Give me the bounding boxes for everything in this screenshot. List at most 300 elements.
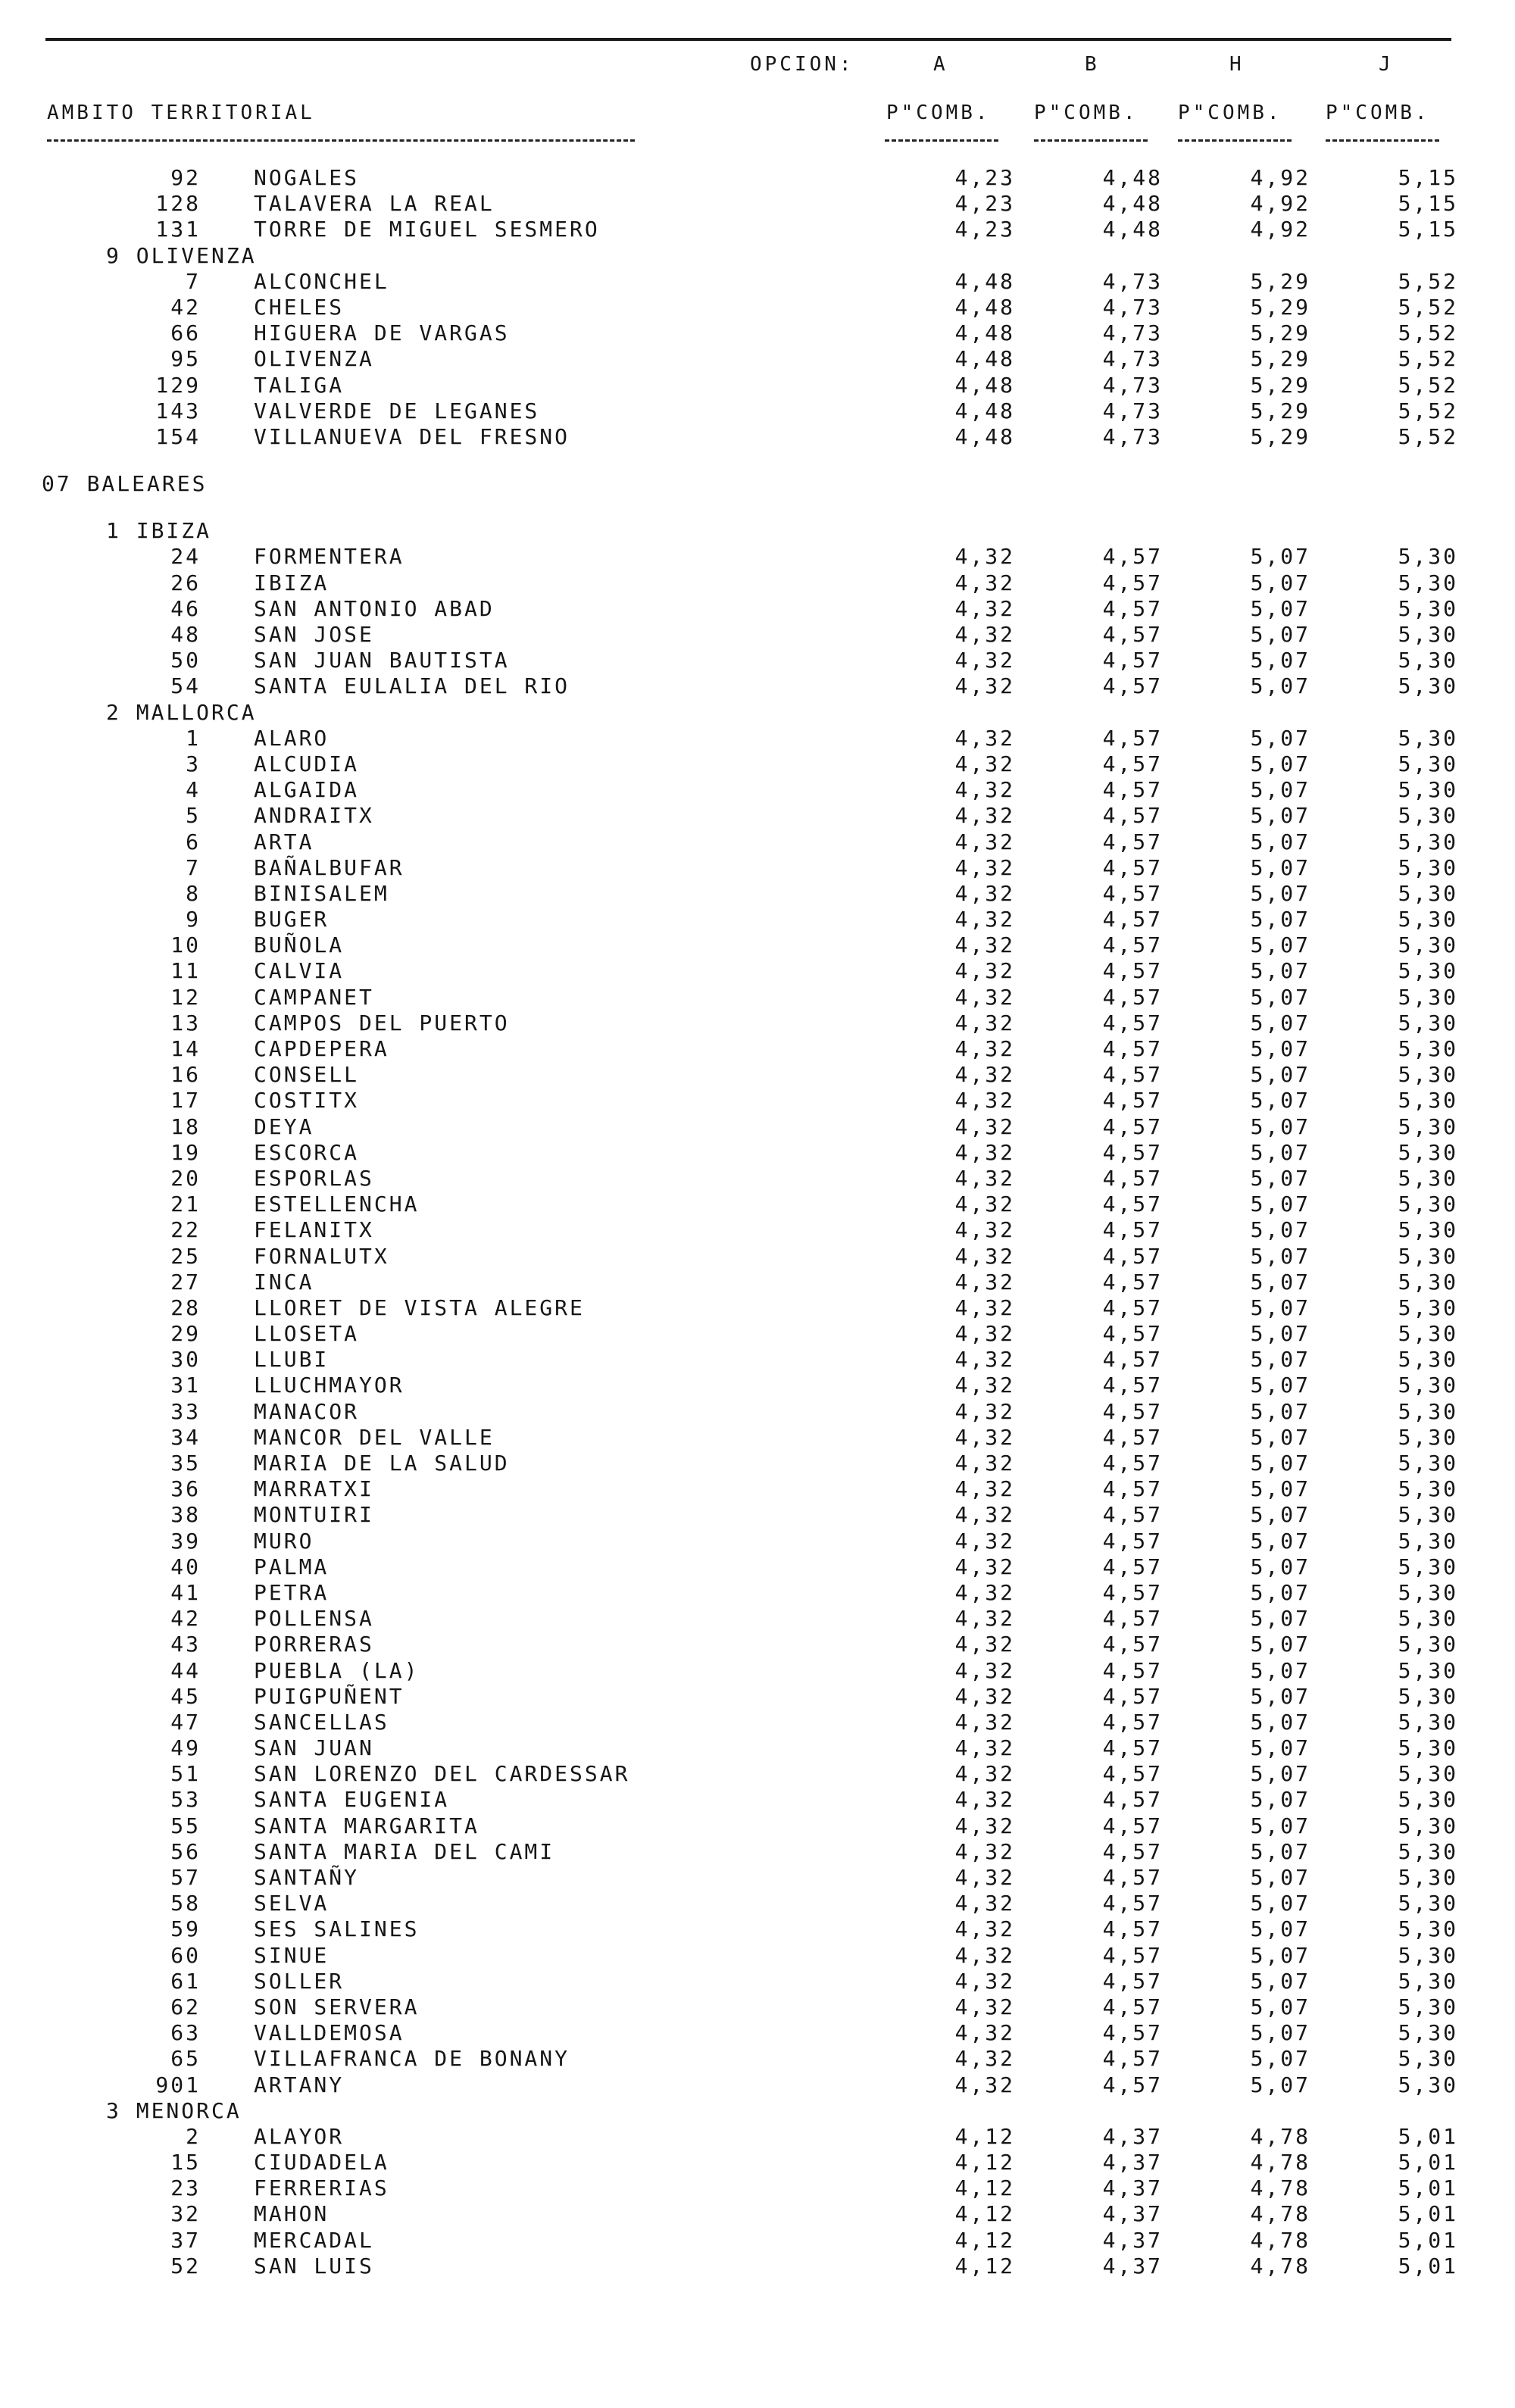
section-spacer bbox=[0, 497, 1515, 518]
municipality-code: 38 bbox=[170, 1502, 201, 1528]
price-option-a: 4,32 bbox=[954, 1269, 1015, 1295]
price-option-b: 4,57 bbox=[1102, 1528, 1163, 1554]
price-option-a: 4,32 bbox=[954, 907, 1015, 932]
price-option-j: 5,52 bbox=[1398, 398, 1458, 423]
table-row bbox=[0, 596, 1515, 622]
price-option-a: 4,32 bbox=[954, 1243, 1015, 1269]
municipality-code: 131 bbox=[155, 217, 201, 242]
price-option-b: 4,73 bbox=[1102, 320, 1163, 346]
ambito-underline bbox=[47, 139, 635, 142]
price-option-h: 4,78 bbox=[1250, 2253, 1310, 2278]
price-option-b: 4,57 bbox=[1102, 1865, 1163, 1890]
table-row bbox=[0, 932, 1515, 958]
table-row bbox=[0, 829, 1515, 855]
price-option-b: 4,57 bbox=[1102, 984, 1163, 1010]
table-row bbox=[0, 1036, 1515, 1062]
price-option-j: 5,30 bbox=[1398, 1476, 1458, 1502]
price-option-h: 5,07 bbox=[1250, 1398, 1310, 1424]
price-option-b: 4,73 bbox=[1102, 294, 1163, 320]
column-j-underline bbox=[1326, 139, 1439, 142]
price-option-j: 5,30 bbox=[1398, 777, 1458, 803]
table-row bbox=[0, 1476, 1515, 1502]
municipality-name: HIGUERA DE VARGAS bbox=[254, 320, 510, 346]
price-option-j: 5,30 bbox=[1398, 1916, 1458, 1942]
municipality-code: 5 bbox=[186, 803, 201, 829]
table-row bbox=[0, 217, 1515, 242]
municipality-name: ALARO bbox=[254, 725, 330, 751]
municipality-name: PETRA bbox=[254, 1579, 330, 1605]
municipality-name: PORRERAS bbox=[254, 1632, 374, 1657]
price-option-h: 5,07 bbox=[1250, 1113, 1310, 1139]
price-option-j: 5,30 bbox=[1398, 1295, 1458, 1320]
municipality-name: VILLAFRANCA DE BONANY bbox=[254, 2046, 570, 2072]
price-option-a: 4,32 bbox=[954, 2020, 1015, 2046]
price-option-j: 5,30 bbox=[1398, 1865, 1458, 1890]
price-option-a: 4,32 bbox=[954, 673, 1015, 699]
table-row bbox=[0, 2150, 1515, 2175]
table-row bbox=[0, 1399, 1515, 1425]
price-option-b: 4,57 bbox=[1102, 751, 1163, 776]
comarca-heading bbox=[0, 243, 1515, 269]
table-row bbox=[0, 2201, 1515, 2227]
price-option-j: 5,30 bbox=[1398, 1891, 1458, 1916]
price-option-h: 5,07 bbox=[1250, 1606, 1310, 1632]
municipality-name: VALVERDE DE LEGANES bbox=[254, 398, 540, 423]
price-option-h: 5,07 bbox=[1250, 2020, 1310, 2046]
municipality-name: SANTA EUGENIA bbox=[254, 1787, 450, 1813]
price-option-j: 5,01 bbox=[1398, 2201, 1458, 2227]
price-option-b: 4,57 bbox=[1102, 1787, 1163, 1813]
municipality-name: TORRE DE MIGUEL SESMERO bbox=[254, 217, 600, 242]
price-option-a: 4,32 bbox=[954, 1735, 1015, 1761]
price-option-j: 5,30 bbox=[1398, 1606, 1458, 1632]
table-row bbox=[0, 1347, 1515, 1373]
table-row bbox=[0, 1839, 1515, 1865]
top-rule bbox=[45, 38, 1451, 41]
price-option-a: 4,32 bbox=[954, 725, 1015, 751]
price-option-j: 5,30 bbox=[1398, 570, 1458, 595]
price-option-b: 4,57 bbox=[1102, 595, 1163, 621]
price-option-j: 5,30 bbox=[1398, 803, 1458, 829]
table-row bbox=[0, 726, 1515, 751]
price-option-j: 5,15 bbox=[1398, 217, 1458, 242]
price-option-b: 4,57 bbox=[1102, 880, 1163, 906]
municipality-code: 42 bbox=[170, 1606, 201, 1632]
price-option-a: 4,32 bbox=[954, 1113, 1015, 1139]
municipality-name: LLORET DE VISTA ALEGRE bbox=[254, 1295, 585, 1320]
municipality-name: COSTITX bbox=[254, 1088, 360, 1113]
municipality-code: 44 bbox=[170, 1657, 201, 1683]
option-a-heading: A bbox=[933, 53, 948, 76]
table-row bbox=[0, 1580, 1515, 1606]
municipality-name: CALVIA bbox=[254, 958, 345, 984]
price-option-j: 5,30 bbox=[1398, 1657, 1458, 1683]
municipality-name: ALGAIDA bbox=[254, 777, 360, 803]
table-row bbox=[0, 1994, 1515, 2020]
price-option-a: 4,12 bbox=[954, 2123, 1015, 2149]
price-option-a: 4,48 bbox=[954, 268, 1015, 294]
column-a-underline bbox=[885, 139, 998, 142]
price-option-h: 5,07 bbox=[1250, 932, 1310, 958]
price-option-h: 5,07 bbox=[1250, 1838, 1310, 1864]
table-row bbox=[0, 1969, 1515, 1994]
price-option-j: 5,30 bbox=[1398, 1838, 1458, 1864]
price-option-h: 5,07 bbox=[1250, 777, 1310, 803]
municipality-code: 59 bbox=[170, 1916, 201, 1942]
price-option-b: 4,73 bbox=[1102, 372, 1163, 398]
price-option-b: 4,57 bbox=[1102, 1451, 1163, 1476]
price-option-j: 5,30 bbox=[1398, 984, 1458, 1010]
municipality-name: SANTA MARIA DEL CAMI bbox=[254, 1838, 555, 1864]
table-row bbox=[0, 373, 1515, 398]
price-option-b: 4,48 bbox=[1102, 217, 1163, 242]
comarca-label: 2 MALLORCA bbox=[106, 699, 257, 725]
municipality-code: 24 bbox=[170, 544, 201, 570]
price-option-a: 4,32 bbox=[954, 1683, 1015, 1709]
table-row bbox=[0, 269, 1515, 295]
municipality-name: MANACOR bbox=[254, 1398, 360, 1424]
table-row bbox=[0, 1606, 1515, 1632]
price-option-j: 5,30 bbox=[1398, 751, 1458, 776]
table-row bbox=[0, 751, 1515, 777]
price-option-h: 5,07 bbox=[1250, 829, 1310, 854]
municipality-code: 19 bbox=[170, 1139, 201, 1165]
price-option-h: 5,07 bbox=[1250, 1088, 1310, 1113]
price-option-b: 4,57 bbox=[1102, 777, 1163, 803]
municipality-name: CAMPOS DEL PUERTO bbox=[254, 1010, 510, 1035]
price-option-h: 5,07 bbox=[1250, 854, 1310, 880]
table-row bbox=[0, 881, 1515, 907]
price-option-b: 4,57 bbox=[1102, 2020, 1163, 2046]
price-option-h: 5,07 bbox=[1250, 2046, 1310, 2072]
table-row bbox=[0, 544, 1515, 570]
price-option-b: 4,57 bbox=[1102, 1968, 1163, 1994]
price-option-a: 4,32 bbox=[954, 829, 1015, 854]
table-row bbox=[0, 1710, 1515, 1735]
municipality-code: 54 bbox=[170, 673, 201, 699]
price-option-b: 4,57 bbox=[1102, 1062, 1163, 1088]
table-row bbox=[0, 570, 1515, 596]
price-option-j: 5,30 bbox=[1398, 1424, 1458, 1450]
comarca-heading bbox=[0, 518, 1515, 544]
table-row bbox=[0, 1554, 1515, 1580]
municipality-code: 57 bbox=[170, 1865, 201, 1890]
municipality-name: MERCADAL bbox=[254, 2227, 374, 2253]
municipality-code: 47 bbox=[170, 1709, 201, 1735]
price-option-h: 5,07 bbox=[1250, 1787, 1310, 1813]
price-option-a: 4,32 bbox=[954, 1916, 1015, 1942]
municipality-code: 21 bbox=[170, 1192, 201, 1217]
price-option-a: 4,48 bbox=[954, 423, 1015, 449]
price-option-a: 4,32 bbox=[954, 622, 1015, 647]
municipality-code: 34 bbox=[170, 1424, 201, 1450]
municipality-name: POLLENSA bbox=[254, 1606, 374, 1632]
table-row bbox=[0, 1192, 1515, 1217]
price-option-h: 5,29 bbox=[1250, 294, 1310, 320]
price-option-b: 4,57 bbox=[1102, 570, 1163, 595]
price-option-b: 4,37 bbox=[1102, 2253, 1163, 2278]
price-option-h: 4,92 bbox=[1250, 165, 1310, 190]
municipality-code: 8 bbox=[186, 880, 201, 906]
price-option-h: 5,07 bbox=[1250, 648, 1310, 673]
table-row bbox=[0, 673, 1515, 699]
option-h-heading: H bbox=[1229, 53, 1245, 76]
column-j-label: P"COMB. bbox=[1326, 102, 1430, 124]
price-option-b: 4,57 bbox=[1102, 1657, 1163, 1683]
table-row bbox=[0, 777, 1515, 803]
price-option-j: 5,52 bbox=[1398, 346, 1458, 372]
price-option-j: 5,30 bbox=[1398, 1787, 1458, 1813]
price-option-b: 4,57 bbox=[1102, 1321, 1163, 1347]
price-option-b: 4,57 bbox=[1102, 1838, 1163, 1864]
municipality-code: 49 bbox=[170, 1735, 201, 1761]
price-option-b: 4,57 bbox=[1102, 1554, 1163, 1579]
price-option-j: 5,30 bbox=[1398, 1113, 1458, 1139]
municipality-name: OLIVENZA bbox=[254, 346, 374, 372]
price-option-a: 4,32 bbox=[954, 1891, 1015, 1916]
price-option-a: 4,32 bbox=[954, 1217, 1015, 1243]
price-option-h: 5,07 bbox=[1250, 595, 1310, 621]
price-option-h: 5,29 bbox=[1250, 372, 1310, 398]
price-option-h: 5,07 bbox=[1250, 1036, 1310, 1061]
municipality-code: 37 bbox=[170, 2227, 201, 2253]
price-option-h: 5,07 bbox=[1250, 1139, 1310, 1165]
municipality-code: 7 bbox=[186, 854, 201, 880]
table-row bbox=[0, 165, 1515, 191]
column-h-underline bbox=[1178, 139, 1292, 142]
municipality-name: CAMPANET bbox=[254, 984, 374, 1010]
province-label: 07 BALEARES bbox=[42, 471, 208, 497]
municipality-code: 62 bbox=[170, 1994, 201, 2019]
price-option-a: 4,32 bbox=[954, 1761, 1015, 1787]
price-option-b: 4,57 bbox=[1102, 1010, 1163, 1035]
comarca-label: 9 OLIVENZA bbox=[106, 242, 257, 268]
price-option-b: 4,57 bbox=[1102, 622, 1163, 647]
price-option-j: 5,30 bbox=[1398, 829, 1458, 854]
price-option-j: 5,30 bbox=[1398, 854, 1458, 880]
price-option-h: 5,07 bbox=[1250, 1321, 1310, 1347]
price-option-b: 4,57 bbox=[1102, 544, 1163, 570]
price-option-h: 5,07 bbox=[1250, 1579, 1310, 1605]
price-option-h: 5,07 bbox=[1250, 751, 1310, 776]
price-option-b: 4,73 bbox=[1102, 398, 1163, 423]
price-option-b: 4,57 bbox=[1102, 1735, 1163, 1761]
table-row bbox=[0, 1529, 1515, 1554]
municipality-code: 22 bbox=[170, 1217, 201, 1243]
price-option-b: 4,73 bbox=[1102, 346, 1163, 372]
price-option-b: 4,37 bbox=[1102, 2227, 1163, 2253]
price-option-j: 5,30 bbox=[1398, 2046, 1458, 2072]
price-option-h: 5,07 bbox=[1250, 1451, 1310, 1476]
table-row bbox=[0, 985, 1515, 1010]
price-option-j: 5,01 bbox=[1398, 2123, 1458, 2149]
section-spacer bbox=[0, 450, 1515, 471]
municipality-code: 20 bbox=[170, 1165, 201, 1191]
table-row bbox=[0, 1787, 1515, 1813]
comarca-label: 3 MENORCA bbox=[106, 2097, 242, 2123]
municipality-name: VILLANUEVA DEL FRESNO bbox=[254, 423, 570, 449]
table-row bbox=[0, 855, 1515, 881]
price-option-h: 5,07 bbox=[1250, 1269, 1310, 1295]
price-option-j: 5,30 bbox=[1398, 595, 1458, 621]
municipality-name: TALIGA bbox=[254, 372, 345, 398]
municipality-code: 43 bbox=[170, 1632, 201, 1657]
price-option-h: 4,78 bbox=[1250, 2123, 1310, 2149]
municipality-name: SANTA EULALIA DEL RIO bbox=[254, 673, 570, 699]
table-row bbox=[0, 1166, 1515, 1192]
price-option-h: 5,07 bbox=[1250, 1761, 1310, 1787]
price-option-j: 5,30 bbox=[1398, 2020, 1458, 2046]
price-option-a: 4,32 bbox=[954, 1579, 1015, 1605]
price-option-j: 5,52 bbox=[1398, 294, 1458, 320]
table-row bbox=[0, 2253, 1515, 2279]
price-option-h: 5,07 bbox=[1250, 1865, 1310, 1890]
municipality-name: CONSELL bbox=[254, 1062, 360, 1088]
municipality-name: TALAVERA LA REAL bbox=[254, 191, 495, 217]
municipality-name: SAN ANTONIO ABAD bbox=[254, 595, 495, 621]
price-option-b: 4,73 bbox=[1102, 268, 1163, 294]
price-option-h: 5,07 bbox=[1250, 1891, 1310, 1916]
table-row bbox=[0, 1217, 1515, 1243]
municipality-code: 15 bbox=[170, 2150, 201, 2175]
price-option-a: 4,12 bbox=[954, 2201, 1015, 2227]
table-row bbox=[0, 1373, 1515, 1398]
price-option-a: 4,32 bbox=[954, 2072, 1015, 2097]
price-option-a: 4,32 bbox=[954, 1709, 1015, 1735]
municipality-name: ARTA bbox=[254, 829, 314, 854]
table-row bbox=[0, 622, 1515, 648]
price-option-a: 4,32 bbox=[954, 1813, 1015, 1838]
municipality-code: 154 bbox=[155, 423, 201, 449]
municipality-name: ALAYOR bbox=[254, 2123, 345, 2149]
price-option-h: 4,92 bbox=[1250, 191, 1310, 217]
municipality-code: 23 bbox=[170, 2175, 201, 2201]
price-option-h: 5,07 bbox=[1250, 1192, 1310, 1217]
municipality-code: 17 bbox=[170, 1088, 201, 1113]
price-option-a: 4,32 bbox=[954, 880, 1015, 906]
price-option-b: 4,57 bbox=[1102, 1347, 1163, 1373]
table-row bbox=[0, 1684, 1515, 1710]
municipality-name: SAN JUAN BAUTISTA bbox=[254, 648, 510, 673]
price-option-a: 4,32 bbox=[954, 2046, 1015, 2072]
column-a-label: P"COMB. bbox=[886, 102, 991, 124]
price-option-h: 5,07 bbox=[1250, 1632, 1310, 1657]
price-option-a: 4,32 bbox=[954, 648, 1015, 673]
price-option-b: 4,57 bbox=[1102, 1683, 1163, 1709]
table-row bbox=[0, 2228, 1515, 2253]
municipality-code: 11 bbox=[170, 958, 201, 984]
table-row bbox=[0, 1088, 1515, 1113]
municipality-code: 3 bbox=[186, 751, 201, 776]
municipality-code: 28 bbox=[170, 1295, 201, 1320]
table-row bbox=[0, 1244, 1515, 1270]
column-b-label: P"COMB. bbox=[1034, 102, 1139, 124]
price-option-b: 4,57 bbox=[1102, 829, 1163, 854]
municipality-code: 31 bbox=[170, 1373, 201, 1398]
price-option-b: 4,57 bbox=[1102, 2072, 1163, 2097]
price-option-j: 5,30 bbox=[1398, 1192, 1458, 1217]
price-option-h: 5,07 bbox=[1250, 984, 1310, 1010]
municipality-code: 13 bbox=[170, 1010, 201, 1035]
comarca-heading bbox=[0, 2098, 1515, 2124]
price-option-a: 4,32 bbox=[954, 958, 1015, 984]
price-option-a: 4,48 bbox=[954, 346, 1015, 372]
price-option-j: 5,30 bbox=[1398, 1217, 1458, 1243]
price-option-b: 4,57 bbox=[1102, 1632, 1163, 1657]
price-option-b: 4,57 bbox=[1102, 854, 1163, 880]
municipality-name: PUEBLA (LA) bbox=[254, 1657, 420, 1683]
price-option-j: 5,52 bbox=[1398, 423, 1458, 449]
price-option-h: 5,29 bbox=[1250, 423, 1310, 449]
price-option-j: 5,52 bbox=[1398, 268, 1458, 294]
price-option-j: 5,52 bbox=[1398, 372, 1458, 398]
table-row bbox=[0, 648, 1515, 673]
price-option-h: 5,07 bbox=[1250, 1165, 1310, 1191]
price-option-a: 4,32 bbox=[954, 777, 1015, 803]
price-option-a: 4,12 bbox=[954, 2150, 1015, 2175]
municipality-name: MARRATXI bbox=[254, 1476, 374, 1502]
price-option-b: 4,57 bbox=[1102, 1217, 1163, 1243]
price-option-h: 5,07 bbox=[1250, 1373, 1310, 1398]
municipality-code: 9 bbox=[186, 907, 201, 932]
price-option-a: 4,32 bbox=[954, 1838, 1015, 1864]
price-option-a: 4,23 bbox=[954, 191, 1015, 217]
price-option-b: 4,57 bbox=[1102, 1192, 1163, 1217]
price-option-a: 4,32 bbox=[954, 1476, 1015, 1502]
table-row bbox=[0, 1658, 1515, 1684]
price-option-a: 4,32 bbox=[954, 1994, 1015, 2019]
municipality-name: DEYA bbox=[254, 1113, 314, 1139]
price-option-j: 5,30 bbox=[1398, 907, 1458, 932]
municipality-name: FORMENTERA bbox=[254, 544, 405, 570]
municipality-name: ALCUDIA bbox=[254, 751, 360, 776]
price-option-a: 4,32 bbox=[954, 544, 1015, 570]
municipality-name: MONTUIRI bbox=[254, 1502, 374, 1528]
price-option-h: 5,07 bbox=[1250, 2072, 1310, 2097]
municipality-code: 55 bbox=[170, 1813, 201, 1838]
price-option-a: 4,32 bbox=[954, 1632, 1015, 1657]
municipality-name: SANCELLAS bbox=[254, 1709, 389, 1735]
price-option-b: 4,57 bbox=[1102, 1243, 1163, 1269]
price-option-b: 4,57 bbox=[1102, 932, 1163, 958]
price-option-b: 4,57 bbox=[1102, 1113, 1163, 1139]
column-b-underline bbox=[1034, 139, 1148, 142]
municipality-code: 35 bbox=[170, 1451, 201, 1476]
municipality-code: 129 bbox=[155, 372, 201, 398]
table-row bbox=[0, 1761, 1515, 1787]
price-option-j: 5,30 bbox=[1398, 958, 1458, 984]
municipality-name: SELVA bbox=[254, 1891, 330, 1916]
price-option-j: 5,30 bbox=[1398, 1735, 1458, 1761]
municipality-code: 95 bbox=[170, 346, 201, 372]
table-row bbox=[0, 1891, 1515, 1916]
municipality-code: 60 bbox=[170, 1942, 201, 1968]
price-option-h: 5,07 bbox=[1250, 958, 1310, 984]
price-option-h: 5,07 bbox=[1250, 1424, 1310, 1450]
price-option-h: 5,07 bbox=[1250, 1916, 1310, 1942]
price-option-b: 4,57 bbox=[1102, 1036, 1163, 1061]
municipality-name: MURO bbox=[254, 1528, 314, 1554]
municipality-code: 128 bbox=[155, 191, 201, 217]
price-option-h: 5,07 bbox=[1250, 1528, 1310, 1554]
table-row bbox=[0, 2046, 1515, 2072]
price-option-j: 5,01 bbox=[1398, 2150, 1458, 2175]
price-option-j: 5,30 bbox=[1398, 673, 1458, 699]
price-option-h: 5,07 bbox=[1250, 1010, 1310, 1035]
price-option-j: 5,30 bbox=[1398, 1373, 1458, 1398]
price-option-j: 5,30 bbox=[1398, 1347, 1458, 1373]
price-option-j: 5,30 bbox=[1398, 544, 1458, 570]
